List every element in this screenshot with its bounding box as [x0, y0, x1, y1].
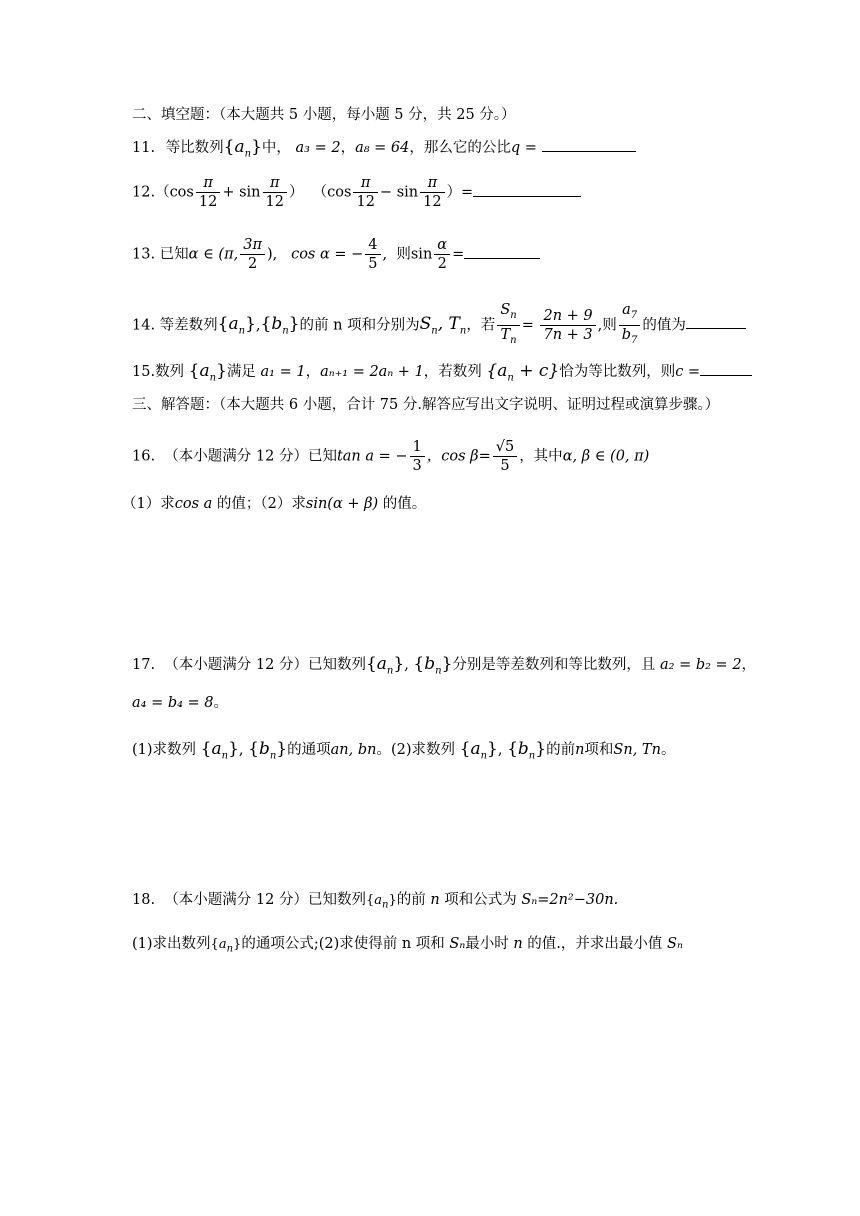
q15-seq: $\{a_n\}$ — [188, 361, 227, 384]
question-14: 14. 等差数列$\{a_n\},\{b_n\}$的前 n 项和分别为$S_n$, $T_n$，若 $\frac{S_n}{T_n}$ = $\frac{2n + 9}{7n + 3}$ ,则 $\frac{a_7}{b_7}$ 的值为 — [132, 301, 746, 350]
q13-frac-4-5 — [365, 236, 380, 273]
q12-answer-blank — [473, 182, 581, 197]
q12-frac-4 — [420, 174, 444, 211]
q17-part1c: an, bn — [330, 742, 377, 758]
q16-number: 16. — [132, 448, 156, 465]
q17-end: 。 — [213, 695, 229, 711]
q11-cond2: a₈ = 64 — [355, 140, 410, 156]
q12-number: 12. — [132, 184, 156, 201]
q12-frac-2-den: 12 — [265, 194, 284, 210]
q17-cond1: a₂ = b₂ = 2 — [660, 657, 742, 673]
q13-frac3-num: α — [434, 236, 450, 255]
q16-part1: （1）求 — [122, 496, 175, 512]
section-3-title — [132, 395, 719, 415]
q11-number: 11. — [132, 140, 156, 156]
q16-cos-a: cos a — [174, 496, 213, 512]
q12-sin-1: sin — [239, 184, 261, 201]
q17-end2: 。 — [660, 742, 676, 758]
q17-part1b: 的通项 — [287, 742, 331, 758]
question-17-cond2 — [132, 693, 228, 713]
q18-part1e: n — [513, 936, 523, 952]
q13-sin: sin — [410, 246, 433, 263]
q18-header: （本小题满分 12 分）已知数列 — [164, 892, 366, 908]
q17-seq-b: $\{b_n\}$ — [413, 654, 453, 677]
q18-part1d: 最小时 — [465, 936, 509, 952]
section-3-title-text: 三、解答题：（本大题共 6 小题，合计 75 分.解答应写出文字说明、证明过程或演算步骤。） — [132, 397, 720, 413]
q14-frac-expr-den: 7n + 3 — [543, 326, 593, 343]
q18-part1g: Sₙ — [667, 936, 683, 952]
q11-q-label: q = — [510, 140, 537, 156]
q15-cond2: aₙ₊₁ = 2aₙ + 1 — [320, 364, 424, 380]
q11-text-c: ，那么它的公比 — [409, 140, 511, 156]
q14-text-b: 的前 n 项和分别为 — [299, 317, 420, 334]
q15-text-b: 满足 — [226, 364, 256, 380]
q14-seq-a: $\{a_n\}$ — [217, 314, 256, 337]
q18-part1b: 的通项公式;(2)求使得前 n 项和 — [241, 936, 445, 952]
q11-text-a: 等比数列 — [165, 140, 224, 156]
q13-text-b: 则 — [396, 246, 411, 263]
q14-frac-a7-b7: $\frac{a_7}{b_7}$ — [619, 301, 641, 350]
q14-text-a: 等差数列 — [159, 317, 218, 334]
q17-part1d: 。(2)求数列 — [376, 742, 455, 758]
question-13: 13. 已知α ∈ (π, $\frac{3\pi}{2}$ ), cos α = − $\frac{4}{5}$ , 则sin $\frac{\alpha}{2}$ = — [132, 236, 540, 273]
q15-seq-c: $\{a_n + c\}$ — [486, 361, 560, 384]
q16-frac2-num: √5 — [493, 438, 517, 457]
q16-text-range: ，其中 — [519, 448, 563, 465]
section-2-title — [132, 105, 516, 125]
q14-text-c: ，若 — [466, 317, 496, 334]
q12-cos-1: cos — [169, 184, 194, 201]
q18-part1: (1)求出数列 — [132, 936, 211, 952]
q15-text-d: 恰为等比数列，则 — [559, 364, 676, 380]
q12-sin-2: sin — [396, 184, 419, 201]
q18-formula: Sₙ=2n²−30n. — [521, 892, 619, 908]
question-15: 15.数列 $\{a_n\}$满足 a₁ = 1，aₙ₊₁ = 2aₙ + 1，若数列 $\{a_n + c\}$恰为等比数列，则c = — [132, 361, 752, 388]
q12-frac-1-num: π — [196, 174, 220, 193]
q13-frac-num: 3π — [240, 236, 265, 255]
q18-seq: $\{a_n\}$ — [365, 893, 397, 911]
q12-frac-4-num: π — [420, 174, 444, 193]
q17-number: 17. — [132, 657, 156, 673]
q13-frac2-num: 4 — [365, 236, 380, 255]
q18-part1c: Sₙ — [449, 936, 466, 952]
q16-range: α, β ∈ (0, π) — [562, 448, 650, 465]
question-12: 12.（cos $\frac{\pi}{12}$ + sin $\frac{\pi}{12}$ ） （cos $\frac{\pi}{12}$ − sin $\frac{\pi}{12}$ ）= — [132, 174, 581, 211]
q16-cos-beta: ，cos β= — [426, 448, 491, 465]
question-18-parts — [132, 934, 683, 960]
q12-cos-2: cos — [327, 184, 352, 201]
q13-frac2-den: 5 — [368, 256, 378, 272]
q15-c-label: c = — [675, 364, 701, 380]
q15-text-c: ，若数列 — [423, 364, 482, 380]
q13-text-a: 已知 — [159, 246, 189, 263]
q17-part1: (1)求数列 — [132, 742, 197, 758]
q18-part1-seq: $\{a_n\}$ — [210, 937, 242, 955]
q18-n: n — [430, 892, 440, 908]
q18-text-b: 的前 — [396, 892, 426, 908]
q16-part1b: 的值；（2）求 — [216, 496, 306, 512]
q16-frac-1-3 — [410, 438, 425, 475]
q17-text-b: 分别是等差数列和等比数列，且 — [452, 657, 656, 673]
q17-part1-seq-b: $\{b_n\}$ — [248, 739, 288, 762]
q12-frac-3-den: 12 — [356, 194, 375, 210]
q14-text-d: ,则 — [597, 317, 617, 334]
q18-number: 18. — [132, 892, 156, 908]
q17-part2d: Sn, Tn — [613, 742, 661, 758]
q13-cos-alpha: cos α = − — [291, 246, 364, 263]
q14-sn-tn: $S_n$, $T_n$ — [419, 314, 467, 337]
q14-frac-expr-num: 2n + 9 — [540, 307, 595, 326]
q12-frac-1-den: 12 — [198, 194, 218, 210]
q11-text-b: 中， — [261, 140, 291, 156]
q12-frac-2 — [263, 174, 287, 211]
q14-frac-expr — [540, 307, 595, 344]
q13-answer-blank — [464, 244, 540, 259]
q18-text-c: 项和公式为 — [444, 892, 517, 908]
q13-alpha-in: α ∈ (π, — [188, 246, 239, 263]
q16-frac-num: 1 — [410, 438, 425, 457]
q14-frac-sn-tn: $\frac{S_n}{T_n}$ — [497, 301, 519, 350]
q11-answer-blank — [542, 137, 636, 152]
section-2-title-text: 二、填空题：（本大题共 5 小题，每小题 5 分，共 25 分。） — [132, 107, 516, 123]
q12-frac-2-num: π — [263, 174, 287, 193]
q17-part2c: 项和 — [584, 742, 614, 758]
question-16-parts — [122, 494, 426, 514]
q16-tan: tan a = − — [336, 448, 408, 465]
q17-seq-a: $\{a_n\}$ — [365, 654, 405, 677]
q13-number: 13. — [132, 246, 156, 263]
q12-frac-3 — [353, 174, 377, 211]
question-18 — [132, 890, 618, 916]
q16-frac2-den: 5 — [500, 458, 510, 474]
q16-header: （本小题满分 12 分）已知 — [164, 448, 337, 465]
q17-part2-seq-b: $\{b_n\}$ — [507, 739, 547, 762]
q17-header: （本小题满分 12 分）已知数列 — [164, 657, 366, 673]
q17-cond2: a₄ = b₄ = 8 — [132, 695, 214, 711]
q17-part2b: 的前 — [546, 742, 576, 758]
q11-cond1: a₃ = 2 — [295, 140, 341, 156]
q14-seq-b: $\{b_n\}$ — [260, 314, 300, 337]
q18-part1f: 的值.，并求出最小值 — [527, 936, 663, 952]
q12-frac-1 — [196, 174, 220, 211]
q17-part2-seq-a: $\{a_n\}$ — [459, 739, 498, 762]
question-17: 17. （本小题满分 12 分）已知数列$\{a_n\}$, $\{b_n\}$分别是等差数列和等比数列，且 a₂ = b₂ = 2， — [132, 654, 757, 677]
q14-answer-blank — [686, 314, 746, 329]
q16-frac-sqrt5-5 — [493, 438, 517, 475]
q11-seq: $\{a_n\}$ — [223, 137, 262, 160]
q17-part1-seq-a: $\{a_n\}$ — [200, 739, 239, 762]
q15-text-a: 数列 — [155, 364, 185, 380]
q14-number: 14. — [132, 317, 156, 334]
q14-text-e: 的值为 — [642, 317, 686, 334]
q16-frac-den: 3 — [412, 458, 422, 474]
q13-frac3-den: 2 — [437, 256, 447, 272]
q12-frac-3-num: π — [353, 174, 377, 193]
q15-answer-blank — [700, 361, 752, 376]
q15-number: 15. — [132, 364, 156, 380]
question-11: 11. 等比数列$\{a_n\}$中， a₃ = 2，a₈ = 64，那么它的公比q = — [132, 137, 636, 164]
q16-sin-expr: sin(α + β) — [305, 496, 379, 512]
q13-frac-den: 2 — [247, 256, 258, 272]
q13-frac-alpha-2 — [434, 236, 450, 273]
q16-part2b: 的值。 — [382, 496, 427, 512]
q17-n: n — [575, 742, 585, 758]
q15-cond1: a₁ = 1 — [260, 364, 306, 380]
q12-frac-4-den: 12 — [423, 194, 442, 210]
q13-frac-3pi-2 — [240, 236, 265, 273]
question-16 — [132, 438, 649, 475]
question-17-parts: (1)求数列 $\{a_n\}$, $\{b_n\}$的通项an, bn。(2)求数列 $\{a_n\}$, $\{b_n\}$的前n项和Sn, Tn。 — [132, 739, 676, 762]
